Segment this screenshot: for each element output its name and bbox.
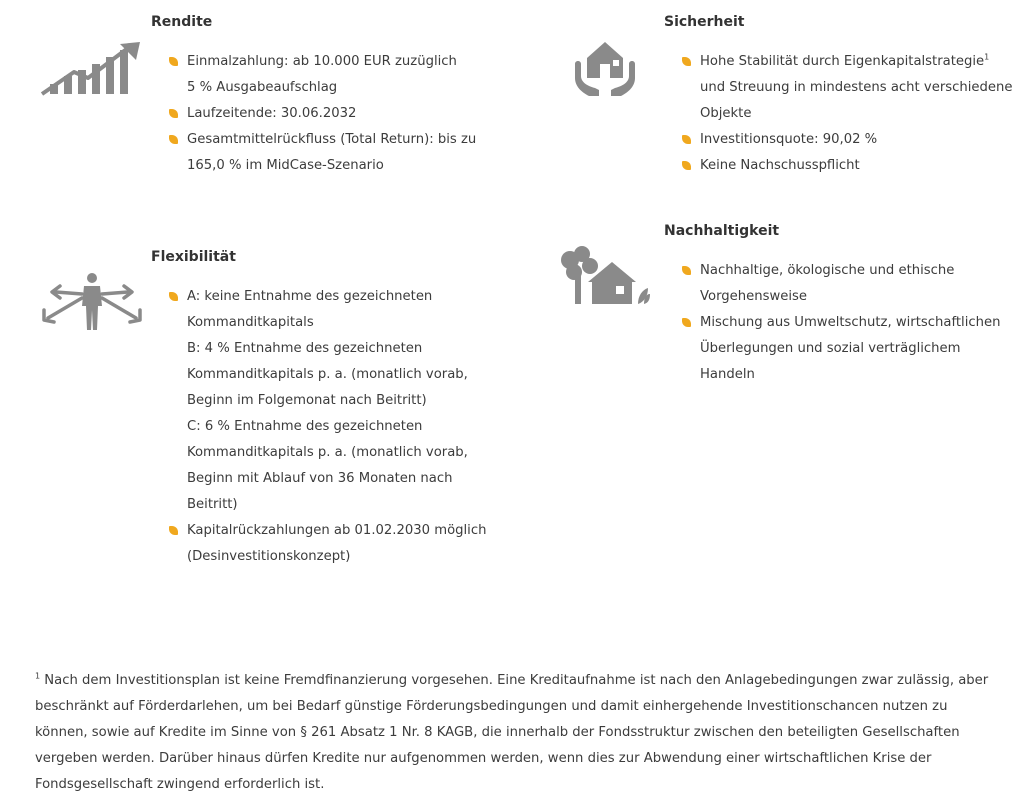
list-item bbox=[169, 127, 509, 179]
footnote-line: können, sowie auf Kredite im Sinne von § 261 Absatz 1 Nr. 8 KAGB, die innerhalb der Fondsstruktur zwischen den beteiligten Gesellschaften bbox=[35, 725, 960, 740]
list-item-line: Beginn mit Ablauf von 36 Monaten nach bbox=[187, 471, 453, 486]
list-item-line: C: 6 % Entnahme des gezeichneten bbox=[187, 419, 423, 434]
list-item-line: und Streuung in mindestens acht verschiedene bbox=[700, 80, 1013, 95]
leaf-bullet-icon bbox=[169, 109, 178, 118]
leaf-bullet-icon bbox=[169, 135, 178, 144]
nachhaltigkeit-title: Nachhaltigkeit bbox=[664, 223, 780, 239]
footnote bbox=[35, 668, 1020, 798]
list-item-line: Kommanditkapitals bbox=[187, 315, 314, 330]
list-item-line: Mischung aus Umweltschutz, wirtschaftlichen bbox=[700, 315, 1001, 330]
list-item bbox=[169, 101, 509, 127]
list-item-line: Keine Nachschusspflicht bbox=[700, 158, 860, 173]
list-item bbox=[682, 310, 1027, 388]
leaf-bullet-icon bbox=[169, 57, 178, 66]
list-item-line: Hohe Stabilität durch Eigenkapitalstrategie bbox=[700, 54, 985, 69]
footnote-line: beschränkt auf Förderdarlehen, um bei Bedarf günstige Förderungsbedingungen und damit einhergehende Investitionschancen nutzen zu bbox=[35, 699, 948, 714]
list-item-line: Kommanditkapitals p. a. (monatlich vorab, bbox=[187, 445, 468, 460]
leaf-bullet-icon bbox=[682, 135, 691, 144]
footnote-reference: 1 bbox=[984, 52, 990, 62]
list-item bbox=[682, 258, 1027, 310]
list-item-line: Handeln bbox=[700, 367, 755, 382]
flexibilitaet-title: Flexibilität bbox=[151, 249, 236, 265]
list-item-line: Investitionsquote: 90,02 % bbox=[700, 132, 878, 147]
sicherheit-list bbox=[682, 49, 1027, 179]
list-item-line: Laufzeitende: 30.06.2032 bbox=[187, 106, 357, 121]
footnote-line: vergeben werden. Darüber hinaus dürfen Kredite nur aufgenommen werden, wenn dies zur Abwendung einer wirtschaftlichen Krise der bbox=[35, 751, 932, 766]
list-item-line: B: 4 % Entnahme des gezeichneten bbox=[187, 341, 423, 356]
leaf-bullet-icon bbox=[682, 266, 691, 275]
nachhaltigkeit-list bbox=[682, 258, 1027, 388]
list-item-line: Vorgehensweise bbox=[700, 289, 807, 304]
list-item bbox=[169, 284, 514, 518]
leaf-bullet-icon bbox=[169, 526, 178, 535]
list-item-line: Kommanditkapitals p. a. (monatlich vorab, bbox=[187, 367, 468, 382]
list-item bbox=[682, 153, 1027, 179]
list-item-line: Beginn im Folgemonat nach Beitritt) bbox=[187, 393, 427, 408]
person-arrows-icon bbox=[40, 272, 144, 332]
list-item-line: Beitritt) bbox=[187, 497, 238, 512]
list-item bbox=[682, 127, 1027, 153]
list-item-line: (Desinvestitionskonzept) bbox=[187, 549, 351, 564]
footnote-mark: 1 bbox=[35, 671, 41, 681]
rendite-title: Rendite bbox=[151, 14, 213, 30]
list-item-line: Objekte bbox=[700, 106, 752, 121]
growth-chart-icon bbox=[40, 40, 144, 98]
list-item-line: A: keine Entnahme des gezeichneten bbox=[187, 289, 433, 304]
footnote-line: Fondsgesellschaft zwingend erforderlich ist. bbox=[35, 777, 325, 792]
leaf-bullet-icon bbox=[682, 318, 691, 327]
leaf-bullet-icon bbox=[682, 57, 691, 66]
list-item-line: Einmalzahlung: ab 10.000 EUR zuzüglich bbox=[187, 54, 457, 69]
leaf-bullet-icon bbox=[169, 292, 178, 301]
flexibilitaet-list bbox=[169, 284, 514, 570]
list-item-line: 5 % Ausgabeaufschlag bbox=[187, 80, 338, 95]
leaf-bullet-icon bbox=[682, 161, 691, 170]
footnote-line: Nach dem Investitionsplan ist keine Fremdfinanzierung vorgesehen. Eine Kreditaufnahme ist nach den Anlagebedingungen zwar zulässig, aber bbox=[44, 673, 989, 688]
list-item bbox=[682, 49, 1027, 127]
list-item-line: Überlegungen und sozial verträglichem bbox=[700, 341, 961, 356]
list-item-line: Kapitalrückzahlungen ab 01.02.2030 möglich bbox=[187, 523, 487, 538]
sicherheit-title: Sicherheit bbox=[664, 14, 745, 30]
tree-house-icon bbox=[558, 246, 652, 306]
hands-house-icon bbox=[573, 40, 637, 98]
rendite-list bbox=[169, 49, 509, 179]
list-item-line: 165,0 % im MidCase-Szenario bbox=[187, 158, 384, 173]
list-item bbox=[169, 518, 514, 570]
list-item-line: Nachhaltige, ökologische und ethische bbox=[700, 263, 955, 278]
list-item-line: Gesamtmittelrückfluss (Total Return): bis zu bbox=[187, 132, 477, 147]
list-item bbox=[169, 49, 509, 101]
